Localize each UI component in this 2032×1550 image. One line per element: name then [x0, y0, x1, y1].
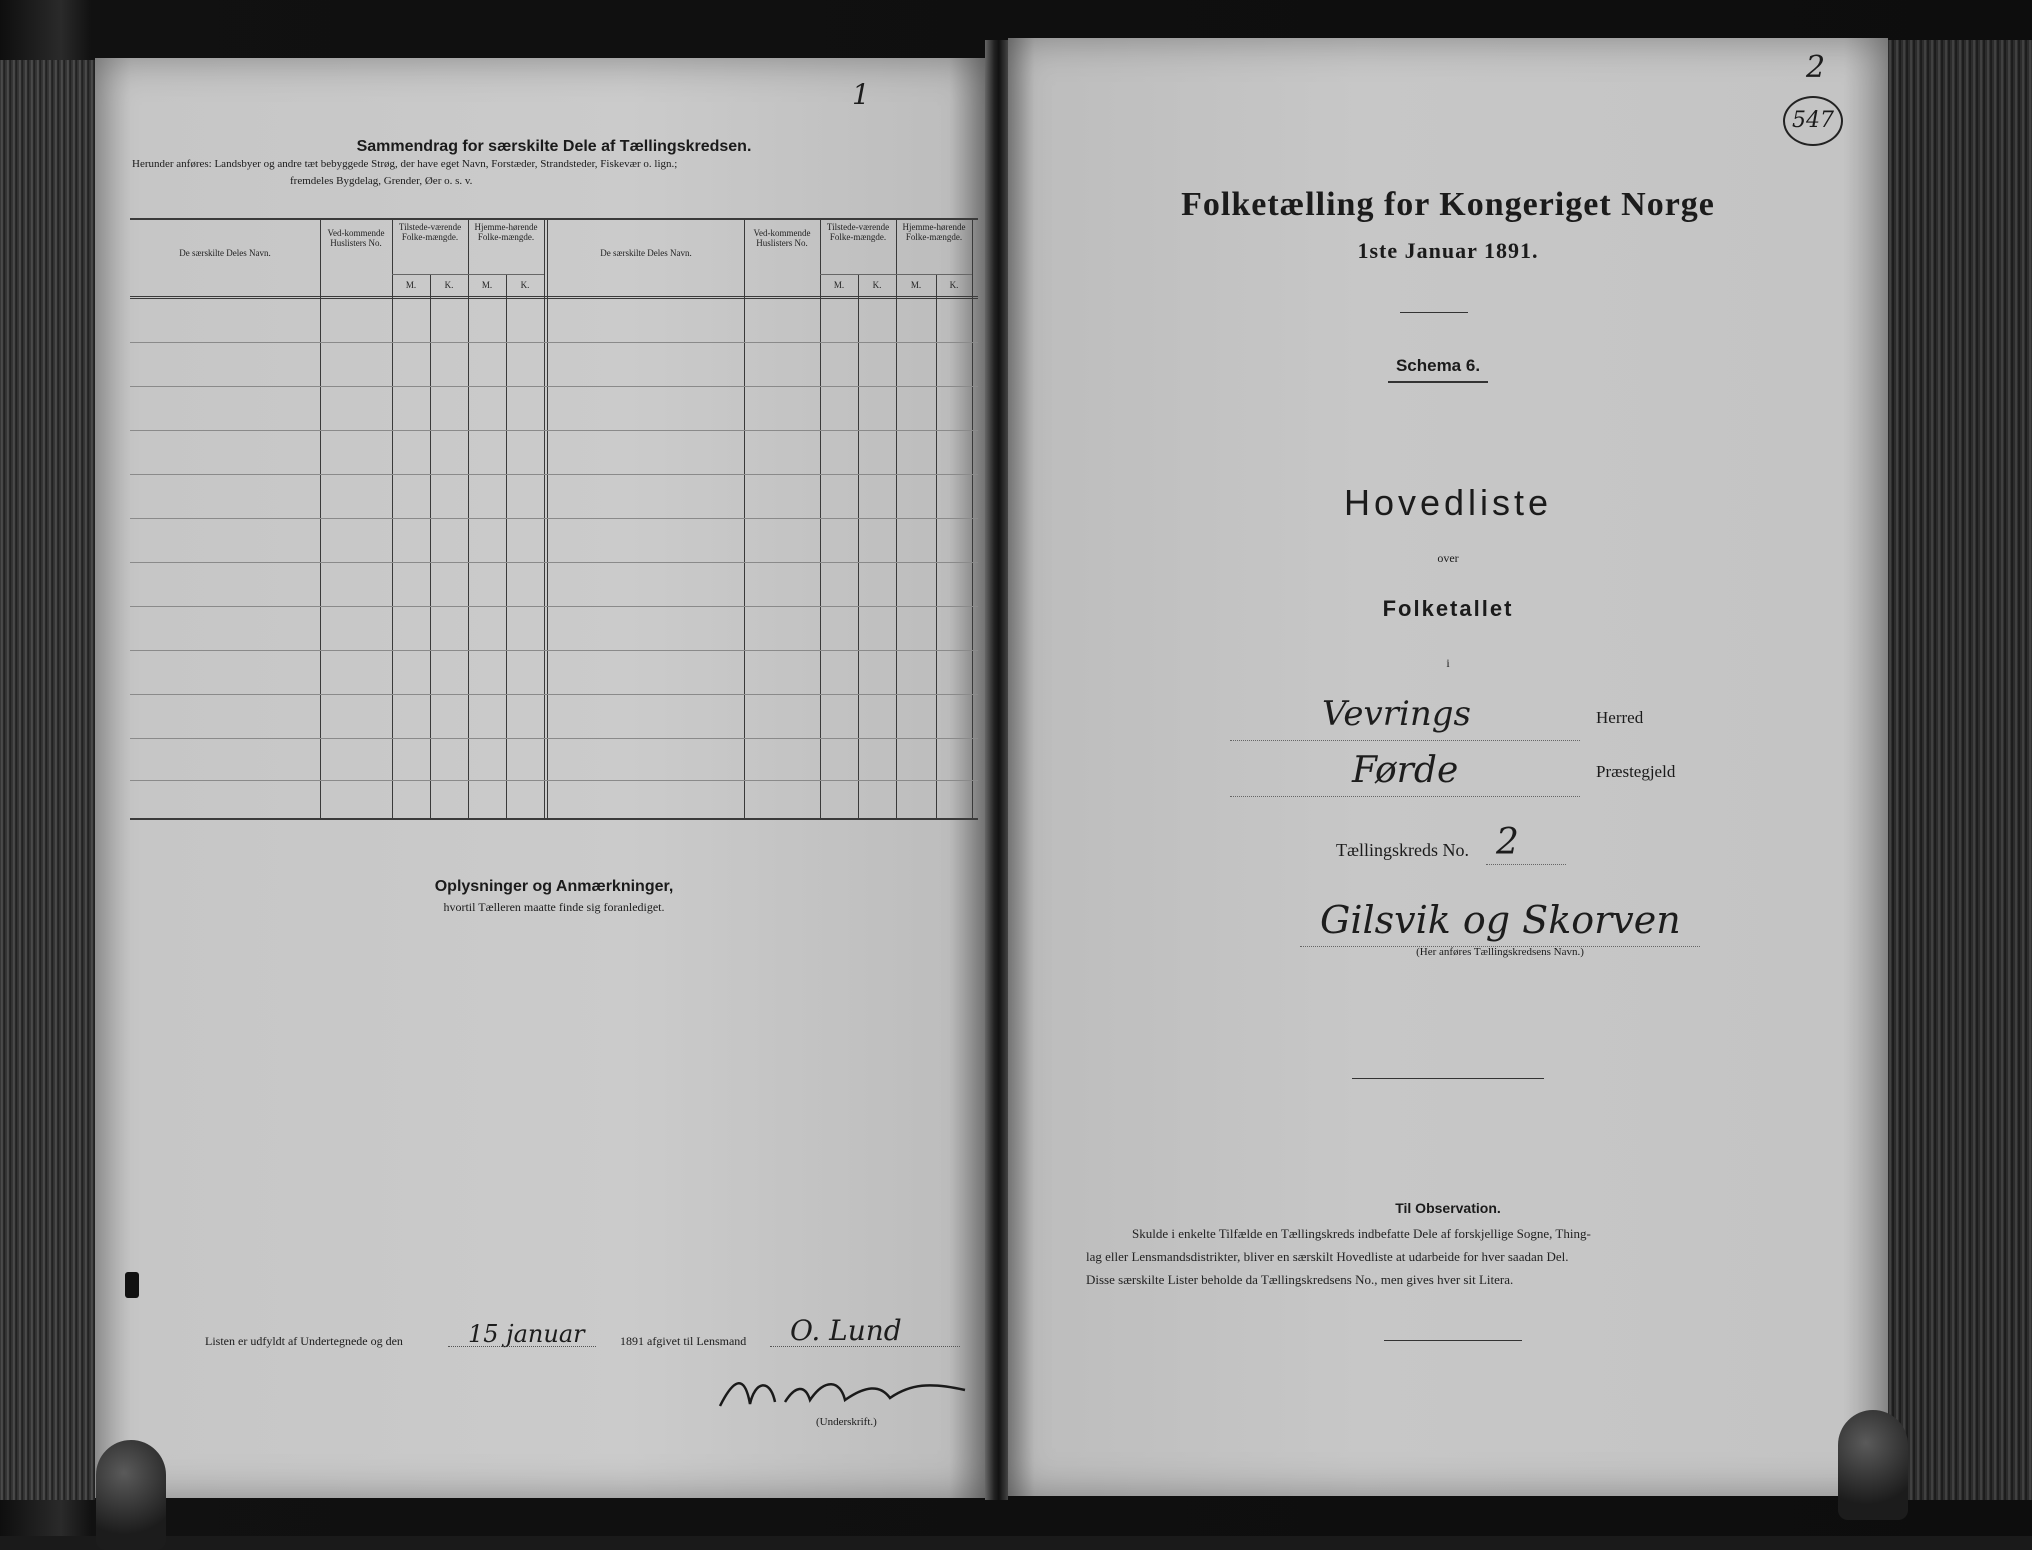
divider — [1400, 312, 1468, 313]
prestegjeld-label: Præstegjeld — [1596, 762, 1676, 781]
herred-line — [1230, 740, 1580, 742]
col-header-k: K. — [872, 280, 882, 290]
left-thumb — [96, 1440, 166, 1550]
herred-value: Vevrings — [1322, 694, 1471, 734]
col-header-house: Ved-kommende Huslisters No. — [753, 228, 811, 248]
stamp-number: 547 — [1783, 96, 1843, 146]
observation-line1: Skulde i enkelte Tilfælde en Tællingskreds indbefatte Dele af forskjellige Sogne, Thing- — [1132, 1226, 1591, 1241]
col-header-m: M. — [405, 280, 417, 290]
prestegjeld-value: Førde — [1352, 750, 1459, 791]
summary-note-line2: fremdeles Bygdelag, Grender, Øer o. s. v. — [290, 175, 473, 187]
census-title: Folketælling for Kongeriget Norge — [1181, 186, 1715, 223]
remarks-subtitle: hvortil Tælleren maatte finde sig foranlediget. — [443, 900, 665, 914]
right-thumb — [1838, 1410, 1908, 1520]
footer-lensmand-handwritten: O. Lund — [790, 1314, 902, 1347]
col-header-m: M. — [481, 280, 493, 290]
schema-underline — [1388, 381, 1488, 383]
observation-title: Til Observation. — [1395, 1200, 1501, 1216]
signature-mark — [715, 1366, 975, 1418]
col-header-k: K. — [444, 280, 454, 290]
census-date: 1ste Januar 1891. — [1357, 238, 1539, 263]
hovedliste-title: Hovedliste — [1343, 482, 1553, 523]
remarks-title: Oplysninger og Anmærkninger, — [434, 878, 674, 895]
footer-mid: 1891 afgivet til Lensmand — [620, 1334, 747, 1348]
summary-title: Sammendrag for særskilte Dele af Tællingskredsen. — [356, 138, 752, 155]
col-header-present: Tilstede-værende Folke-mængde. — [826, 222, 890, 242]
observation-line3: Disse særskilte Lister beholde da Tællingskredsens No., men gives hver sit Litera. — [1086, 1272, 1514, 1287]
schema-label: Schema 6. — [1395, 356, 1481, 375]
col-header-m: M. — [833, 280, 845, 290]
col-header-name: De særskilte Deles Navn. — [600, 248, 692, 258]
col-header-resident: Hjemme-hørende Folke-mængde. — [474, 222, 538, 242]
book-gutter — [985, 40, 1008, 1500]
col-header-present: Tilstede-værende Folke-mængde. — [398, 222, 462, 242]
book-page-edges-left — [0, 60, 95, 1500]
kreds-value: 2 — [1496, 822, 1519, 863]
divider — [1384, 1340, 1522, 1341]
book-page-edges-right — [1888, 40, 2032, 1500]
col-header-k: K. — [949, 280, 959, 290]
col-header-k: K. — [520, 280, 530, 290]
pencil-mark: 1 — [852, 78, 870, 111]
col-header-resident: Hjemme-hørende Folke-mængde. — [902, 222, 966, 242]
kreds-caption: (Her anføres Tællingskredsens Navn.) — [1416, 946, 1584, 958]
footer-date-handwritten: 15 januar — [468, 1320, 585, 1348]
herred-label: Herred — [1596, 708, 1644, 727]
signature-caption: (Underskrift.) — [816, 1416, 877, 1428]
folketallet-label: Folketallet — [1382, 596, 1514, 621]
kreds-line — [1486, 864, 1566, 866]
summary-note-line1: Herunder anføres: Landsbyer og andre tæt bebyggede Strøg, der have eget Navn, Forstæder, Strandsteder, Fiskevær o. lign.; — [132, 158, 678, 170]
prestegjeld-line — [1230, 796, 1580, 798]
kreds-label: Tællingskreds No. — [1336, 840, 1469, 860]
footer-prefix: Listen er udfyldt af Undertegnede og den — [205, 1334, 403, 1348]
lensmand-dotted-line — [770, 1346, 960, 1348]
over-label: over — [1437, 551, 1459, 565]
i-label: i — [1446, 656, 1450, 670]
observation-line2: lag eller Lensmandsdistrikter, bliver en særskilt Hovedliste at udarbeide for hver saadan Del. — [1086, 1249, 1569, 1264]
divider — [1352, 1078, 1544, 1079]
kreds-name: Gilsvik og Skorven — [1320, 898, 1681, 942]
col-header-m: M. — [910, 280, 922, 290]
ink-blot — [125, 1272, 139, 1298]
date-dotted-line — [448, 1346, 596, 1348]
page-number-handwritten: 2 — [1806, 50, 1826, 85]
summary-table — [130, 218, 978, 818]
col-header-house: Ved-kommende Huslisters No. — [327, 228, 385, 248]
col-header-name: De særskilte Deles Navn. — [179, 248, 271, 258]
